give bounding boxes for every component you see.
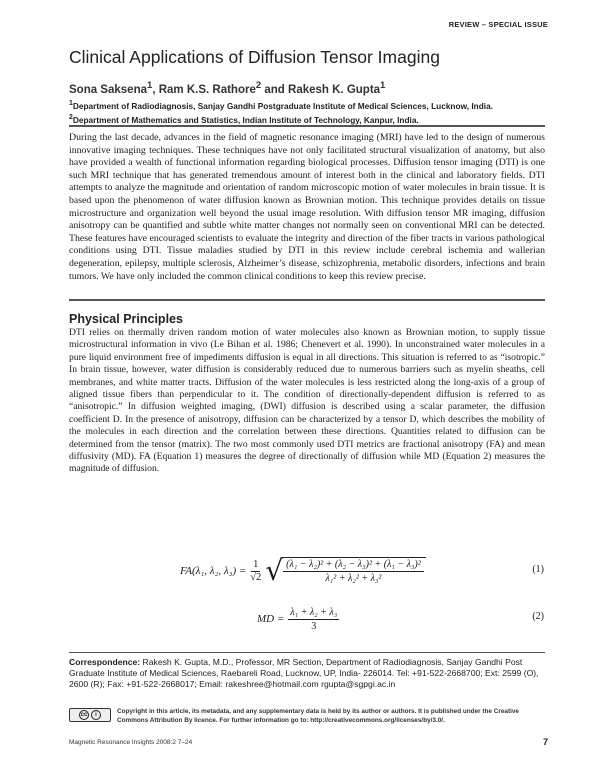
equation-1-number: (1) <box>532 564 544 575</box>
affiliation-1: Department of Radiodiagnosis, Sanjay Gandhi Postgraduate Institute of Medical Sciences, Lucknow, India. <box>72 100 493 111</box>
affiliation-mark: 2 <box>69 113 73 121</box>
author-name: Ram K.S. Rathore <box>158 83 256 96</box>
cc-icon: cc <box>80 712 88 718</box>
attribution-icon: i <box>91 710 101 720</box>
author-affiliation-mark: 2 <box>255 80 262 91</box>
coefficient-numerator: 1 <box>253 558 259 570</box>
equation-1-lhs: FA(λ₁, λ₂, λ₃) = <box>180 565 247 577</box>
equation-2-lhs: MD = <box>257 613 285 625</box>
affiliation-2: Department of Mathematics and Statistics, Indian Institute of Technology, Kanpur, India. <box>72 114 419 125</box>
author-name: Sona Saksena <box>69 83 147 96</box>
section-heading: Physical Principles <box>69 312 183 326</box>
divider <box>69 299 545 301</box>
divider <box>69 652 545 653</box>
author-name: Rakesh K. Gupta <box>288 83 381 96</box>
author-affiliation-mark: 1 <box>146 80 153 91</box>
radical-denominator: λ₁² + λ₂² + λ₃² <box>325 573 382 584</box>
body-paragraph: DTI relies on thermally driven random motion of water molecules also known as Brownian motion, to supply tissue microstructural information in vivo (Le Bihan et al. 1986; Chenevert et al. 1990). In unconstrained water molecules in a pure liquid environment free of impediments diffusion is equal in all directions. This situation is referred to as “isotropic.” In brain tissue, however, water diffusion is considerably reduced due to numerous barriers such as myelin sheaths, cell membranes, and white matter tracts. Diffusion of the water molecules is less restricted along the long-axis of a group of aligned tissue fibers than perpendicular to it. The condition of directionally-dependent diffusion is referred to as “anisotropic.” In diffusion weighted imaging, (DWI) diffusion is described using a scalar parameter, the diffusion coefficient D. In the presence of anisotropy, diffusion can be characterized by a tensor D, which describes the mobility of the molecules in each direction and the correlation between these directions. Quantities related to diffusion can be determined from the tensor (matrix). The two most commonly used DTI metrics are fractional anisotropy (FA) and mean diffusivity (MD). FA (Equation 1) measures the degree of directionally of diffusion while MD (Equation 2) measures the magnitude of diffusion. <box>69 327 545 475</box>
license-block <box>69 708 549 725</box>
correspondence <box>69 657 549 690</box>
coefficient-denominator: √2 <box>250 571 262 583</box>
equation-2-numerator: λ₁ + λ₂ + λ₃ <box>290 606 338 618</box>
section-tag: REVIEW – SPECIAL ISSUE <box>448 20 548 29</box>
author-affiliation-mark: 1 <box>380 80 386 91</box>
correspondence-label: Correspondence: <box>69 657 141 667</box>
equation-2-number: (2) <box>532 611 544 622</box>
radical-numerator: (λ₁ − λ₂)² + (λ₂ − λ₃)² + (λ₁ − λ₃)² <box>283 558 424 572</box>
journal-citation: Magnetic Resonance Insights 2008:2 7–24 <box>69 739 193 746</box>
abstract: During the last decade, advances in the field of magnetic resonance imaging (MRI) have led to the design of numerous innovative imaging techniques. These techniques have not only facilitated structural visualization of anatomy, but also have provided a wealth of functional information regarding biological processes. Diffusion tensor imaging (DTI) is one such MRI technique that has generated tremendous amount of interest both in the clinical and laboratory fields. DTI attempts to analyze the magnitude and orientation of random microscopic motion of water molecules in brain tissue. It is based upon the phenomenon of water diffusion known as Brownian motion. This technique provides details on tissue microstructure and organization well beyond the usual image resolution. With diffusion tensor MR imaging, diffusion anisotropy can be quantified and subtle white matter changes not normally seen on conventional MRI can be detected. These features have encouraged scientists to evaluate the integrity and direction of the fiber tracts in various pathological conditions using DTI. Tissue maladies studied by DTI in this review include cerebral ischemia and wallerian degeneration, epilepsy, multiple sclerosis, Alzheimer’s disease, schizophrenia, metabolic disorders, infections and brain tumors. We have only included the common clinical conditions to keep this review precise. <box>69 132 545 282</box>
license-text: Copyright in this article, its metadata, and any supplementary data is held by its author or authors. It is published under the Creative Commons Attribution By licence. For further information go to: http://creativecommons.org/licenses/by/3.0/. <box>117 708 519 724</box>
page-number: 7 <box>542 737 548 747</box>
author-list: Sona Saksena$^1$, Ram K.S. Rathore$^2$ and Rakesh K. Gupta$^1$ <box>69 80 386 96</box>
radical-sign: √ <box>265 554 284 587</box>
equation-2-denominator: 3 <box>311 620 317 632</box>
equation-1 <box>180 554 426 588</box>
equation-2-fraction <box>288 606 339 633</box>
radical-content <box>281 557 426 585</box>
divider <box>69 125 545 127</box>
affiliations <box>69 98 545 126</box>
affiliation-mark: 1 <box>69 100 73 107</box>
equation-2 <box>257 604 339 634</box>
correspondence-text: Rakesh K. Gupta, M.D., Professor, MR Section, Department of Radiodiagnosis, Sanjay Gandhi Post Graduate Institute of Medical Sciences, Raebareli Road, Lucknow, UP, India- 226014. Tel: +91-522-2668700; Ext: 2599 (O), 2600 (R); Fax: +91-522-2668017; Email: rakeshree@hotmail.com rgupta@sgpgi.ac.in <box>69 657 539 689</box>
equation-1-coefficient <box>250 559 261 584</box>
article-title: Clinical Applications of Diffusion Tensor Imaging <box>69 47 440 67</box>
cc-by-badge <box>69 708 111 722</box>
